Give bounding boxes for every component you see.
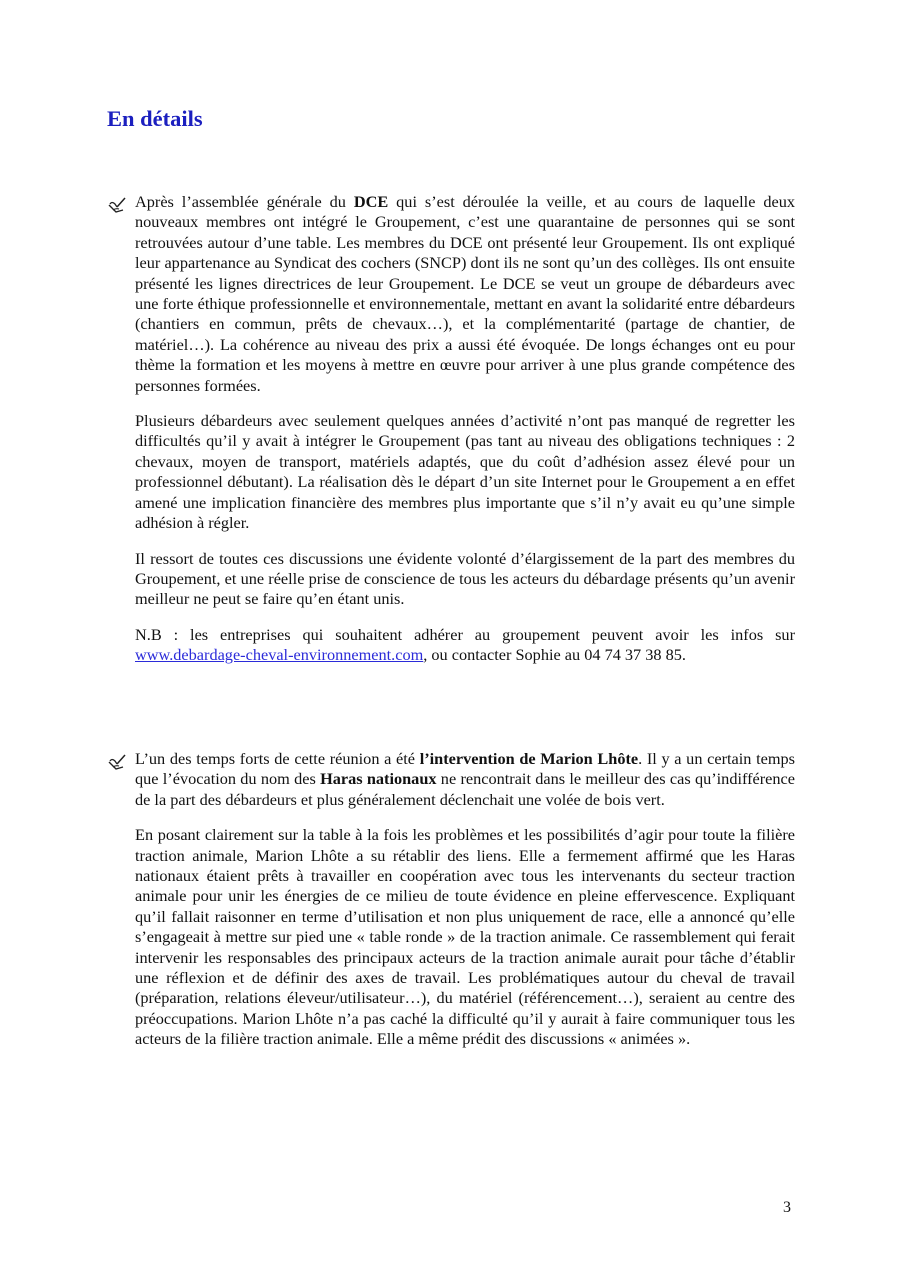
writing-hand-icon <box>107 753 127 773</box>
text-run: qui s’est déroulée la veille, et au cours de laquelle deux nouveaux membres ont intégré le Groupement, c’est une quarantaine de personnes qui se sont retrouvées autour d’une table. Les membres du DCE ont présenté leur Groupement. Ils ont expliqué leur appartenance au Syndicat des cochers (SNCP) dont ils ne sont qu’un des collèges. Ils ont ensuite présenté les lignes directrices de leur Groupement. Le DCE se veut un groupe de débardeurs avec une forte éthique professionnelle et environnementale, mettant en avant la solidarité entre débardeurs (chantiers en commun, prêts de chevaux…), et la complémentarité (partage de chantier, de matériel…). La cohérence au niveau des prix a aussi été évoquée. De longs échanges ont eu pour thème la formation et les moyens à mettre en œuvre pour arriver à une plus grande compétence des personnes formées. <box>135 192 795 395</box>
paragraph-2: Plusieurs débardeurs avec seulement quelques années d’activité n’ont pas manqué de regretter les difficultés qu’il y avait à intégrer le Groupement (pas tant au niveau des obligations techniques : 2 chevaux, moyen de transport, matériels adaptés, que du coût d’adhésion assez élevé pour un professionnel débutant). La réalisation dès le départ d’un site Internet pour le Groupement a en effet amené une implication financière des membres plus importante que s’il n’y avait eu qu’une simple adhésion à régler. <box>135 411 795 533</box>
text-run: Après l’assemblée générale du <box>135 192 354 211</box>
bold-intervention: l’intervention de Marion Lhôte <box>419 749 639 768</box>
text-run: . Il y a un certain temps que l’évocation du nom des <box>135 749 795 789</box>
page-number: 3 <box>783 1199 791 1216</box>
bold-dce: DCE <box>353 192 389 211</box>
bold-haras: Haras nationaux <box>320 769 437 789</box>
section-marion-lhote <box>107 749 795 1050</box>
text-run: , ou contacter Sophie au 04 74 37 38 85. <box>423 645 686 665</box>
paragraph-1 <box>135 192 795 396</box>
website-link[interactable]: www.debardage-cheval-environnement.com <box>135 645 424 665</box>
page-title: En détails <box>107 106 203 131</box>
section-dce-assembly <box>107 192 795 666</box>
paragraph-3: Il ressort de toutes ces discussions une évidente volonté d’élargissement de la part des membres du Groupement, et une réelle prise de conscience de tous les acteurs du débardage présents qu’un avenir meilleur ne peut se faire qu’en étant unis. <box>135 548 795 609</box>
writing-hand-icon <box>107 196 127 216</box>
text-run: N.B : les entreprises qui souhaitent adhérer au groupement peuvent avoir les infos sur <box>135 624 795 644</box>
paragraph-nb <box>135 625 795 666</box>
paragraph-1 <box>135 749 795 810</box>
text-run: L’un des temps forts de cette réunion a été <box>135 749 420 768</box>
text-run: ne rencontrait dans le meilleur des cas qu’indifférence de la part des débardeurs et plus généralement déclenchait une volée de bois vert. <box>135 769 796 809</box>
paragraph-2: En posant clairement sur la table à la fois les problèmes et les possibilités d’agir pour toute la filière traction animale, Marion Lhôte a su rétablir des liens. Elle a fermement affirmé que les Haras nationaux étaient prêts à travailler en coopération avec tous les intervenants du secteur traction animale pour unir les énergies de ce milieu de toute évidence en pleine effervescence. Expliquant qu’il fallait raisonner en terme d’utilisation et non plus uniquement de race, elle a annoncé qu’elle s’engageait à mettre sur pied une « table ronde » de la traction animale. Ce rassemblement qui ferait intervenir les responsables des principaux acteurs de la traction animale aurait pour tâche d’établir une réflexion et de définir des axes de travail. Les problématiques autour du cheval de travail (préparation, relations éleveur/utilisateur…), du matériel (référencement…), seraient au centre des préoccupations. Marion Lhôte n’a pas caché la difficulté qu’il y aurait à faire communiquer tous les acteurs de la filière traction animale. Elle a même prédit des discussions « animées ». <box>135 825 795 1049</box>
